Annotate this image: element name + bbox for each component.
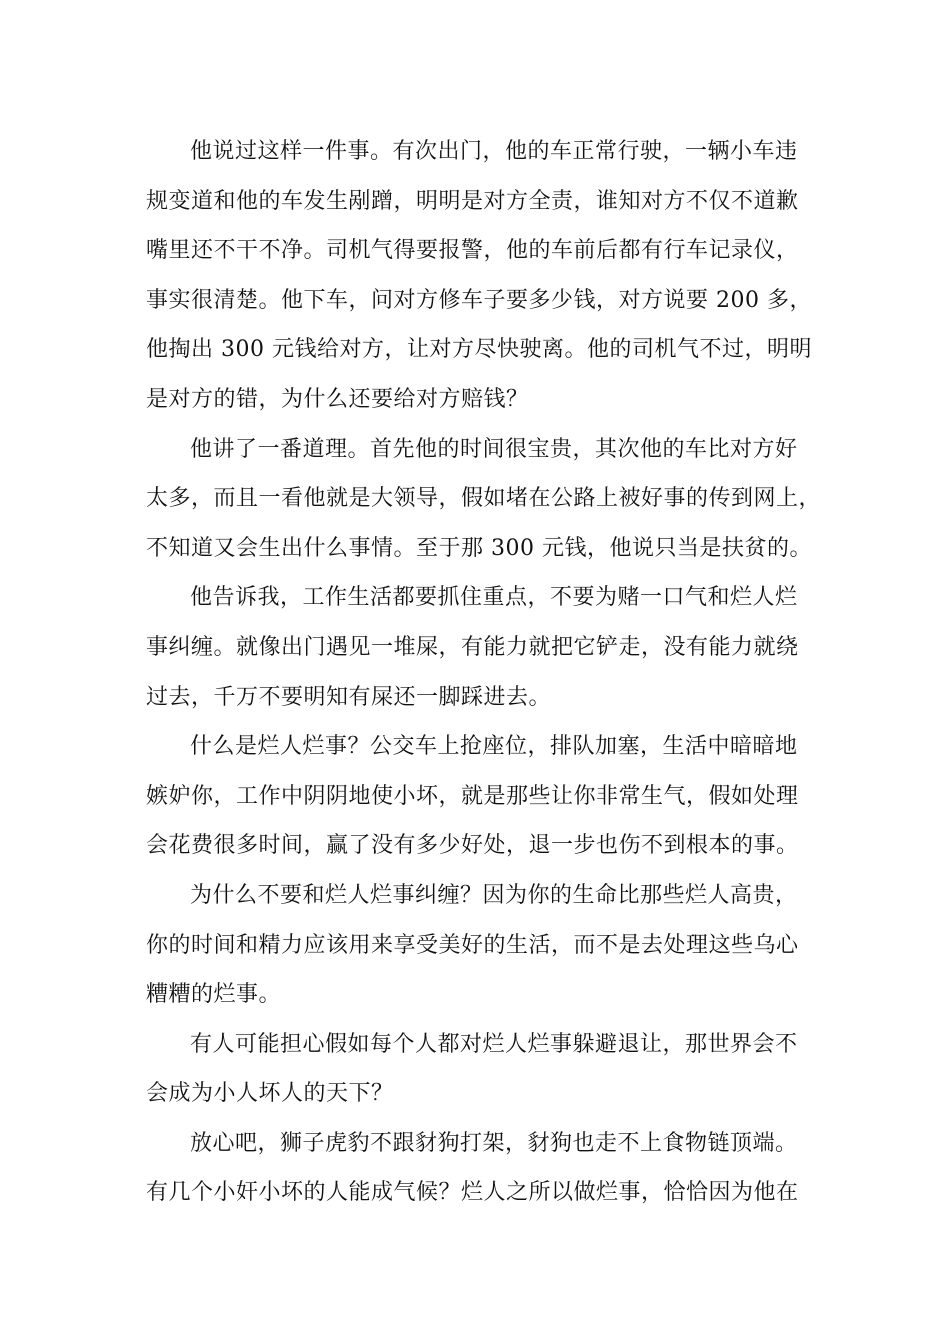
- text-line: 他讲了一番道理。首先他的时间很宝贵，其次他的车比对方好: [190, 436, 798, 462]
- text-line: 糟糟的烂事。: [146, 982, 282, 1008]
- paragraph-4: [146, 722, 822, 871]
- paragraph-3: [146, 573, 822, 722]
- text-line: 有几个小奸小坏的人能成气候？烂人之所以做烂事，恰恰因为他在: [146, 1180, 799, 1206]
- text-line: 规变道和他的车发生剐蹭，明明是对方全责，谁知对方不仅不道歉: [146, 188, 799, 214]
- text-line: 事纠缠。就像出门遇见一堆屎，有能力就把它铲走，没有能力就绕: [146, 634, 799, 660]
- text-line: 放心吧，狮子虎豹不跟豺狗打架，豺狗也走不上食物链顶端。: [190, 1130, 798, 1156]
- paragraph-1: [146, 127, 822, 425]
- paragraph-5: [146, 871, 822, 1020]
- document-body: [146, 127, 822, 1218]
- text-line: 他说过这样一件事。有次出门，他的车正常行驶，一辆小车违: [190, 139, 798, 164]
- text-line: 嫉妒你，工作中阴阴地使小坏，就是那些让你非常生气，假如处理: [146, 783, 799, 809]
- text-line: 什么是烂人烂事？公交车上抢座位，排队加塞，生活中暗暗地: [190, 734, 798, 760]
- text-line: 为什么不要和烂人烂事纠缠？因为你的生命比那些烂人高贵，: [190, 882, 798, 908]
- text-line: 有人可能担心假如每个人都对烂人烂事躲避退让，那世界会不: [190, 1031, 798, 1057]
- paragraph-7: [146, 1119, 822, 1218]
- text-line: 你的时间和精力应该用来享受美好的生活，而不是去处理这些乌心: [146, 932, 799, 958]
- paragraph-6: [146, 1020, 822, 1119]
- text-line: 他告诉我，工作生活都要抓住重点，不要为赌一口气和烂人烂: [190, 585, 798, 611]
- text-line: 他掏出 300 元钱给对方，让对方尽快驶离。他的司机气不过，明明: [146, 337, 812, 363]
- text-line: 会花费很多时间，赢了没有多少好处，退一步也伤不到根本的事。: [146, 833, 799, 859]
- text-line: 太多，而且一看他就是大领导，假如堵在公路上被好事的传到网上，: [146, 486, 822, 512]
- text-line: 会成为小人坏人的天下？: [146, 1081, 394, 1107]
- paragraph-2: [146, 425, 822, 574]
- text-line: 过去，千万不要明知有屎还一脚踩进去。: [146, 684, 552, 710]
- text-line: 是对方的错，为什么还要给对方赔钱？: [146, 386, 529, 412]
- text-line: 事实很清楚。他下车，问对方修车子要多少钱，对方说要 200 多，: [146, 287, 812, 313]
- text-line: 不知道又会生出什么事情。至于那 300 元钱，他说只当是扶贫的。: [146, 535, 812, 561]
- text-line: 嘴里还不干不净。司机气得要报警，他的车前后都有行车记录仪，: [146, 238, 799, 264]
